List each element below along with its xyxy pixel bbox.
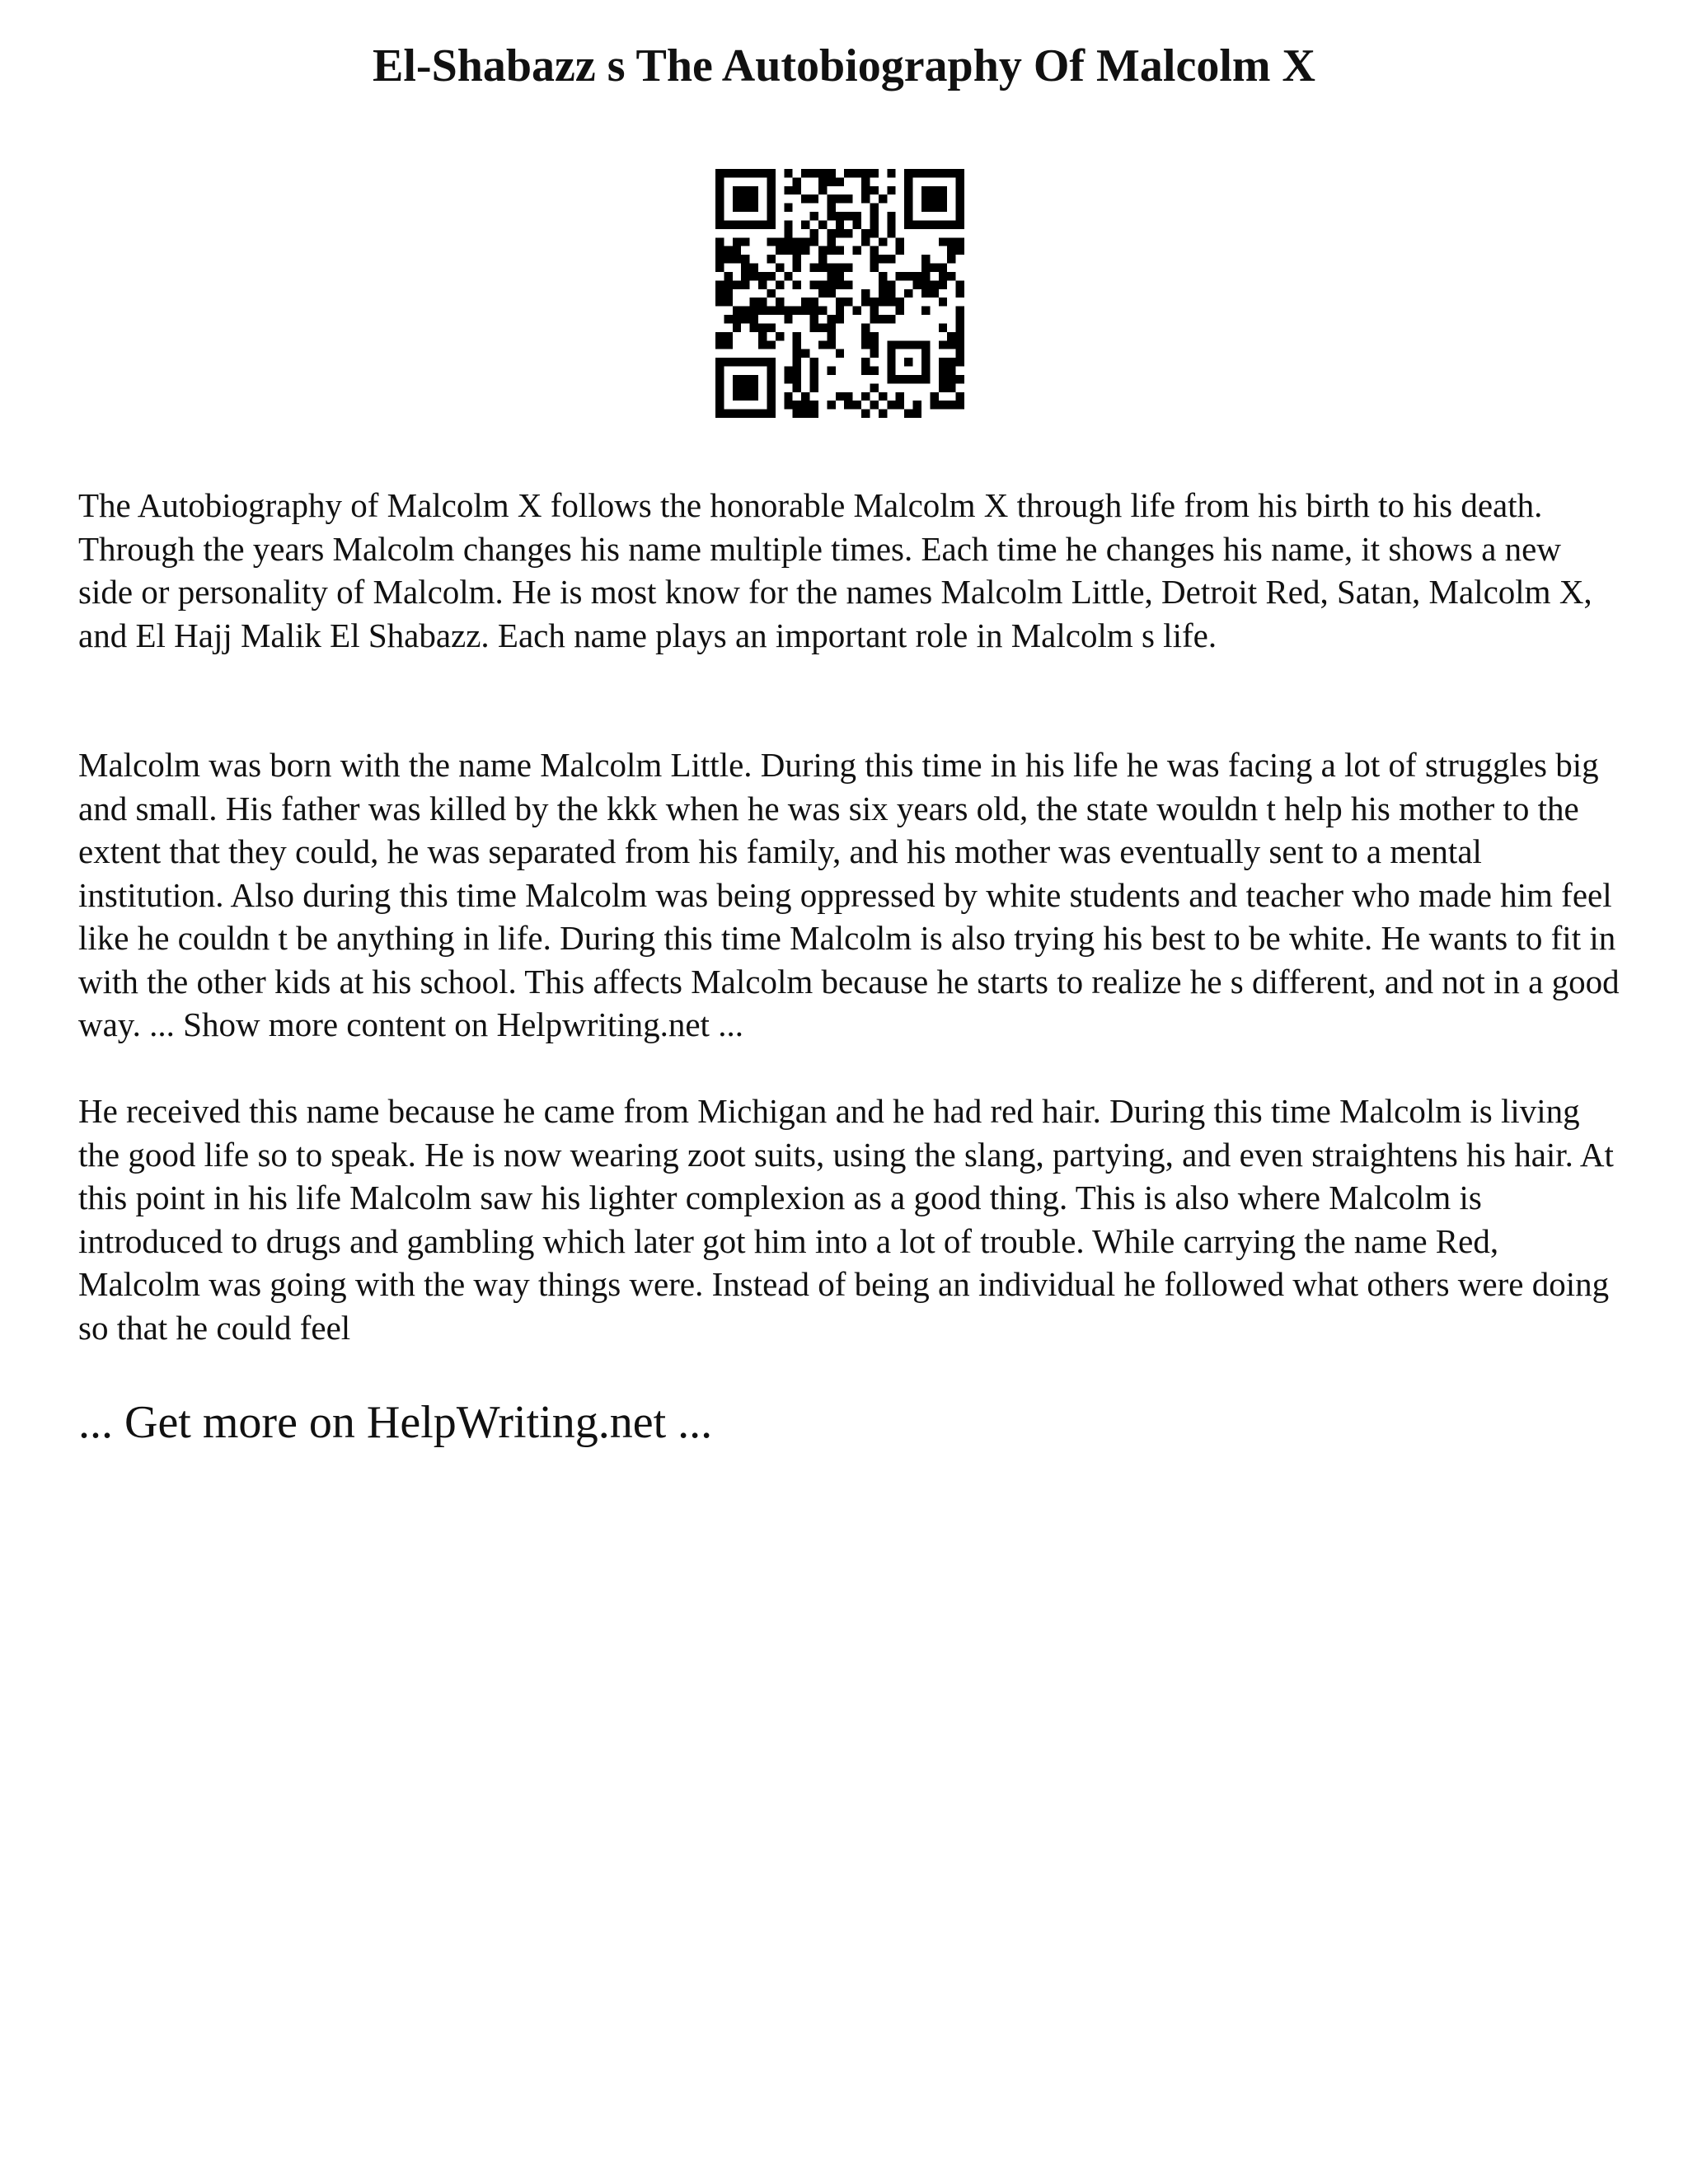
paragraph-intro: The Autobiography of Malcolm X follows the honorable Malcolm X through life from his birth to his death. Through the years Malcolm changes his name multiple times. Each time he changes his name, it shows a new side or personality of Malcolm. He is most know for the names Malcolm Little, Detroit Red, Satan, Malcolm X, and El Hajj Malik El Shabazz. Each name plays an important role in Malcolm s life. <box>78 486 1592 654</box>
get-more-link[interactable]: ... Get more on HelpWriting.net ... <box>78 1397 713 1448</box>
paragraph-detroit-red: He received this name because he came from Michigan and he had red hair. During this time Malcolm is living the good life so to speak. He is now wearing zoot suits, using the slang, partying, and even straightens his hair. At this point in his life Malcolm saw his lighter complexion as a good thing. This is also where Malcolm is introduced to drugs and gambling which later got him into a lot of trouble. While carrying the name Red, Malcolm was going with the way things were. Instead of being an individual he followed what others were doing so that he could feel <box>78 1092 1614 1347</box>
qr-code-icon <box>715 169 964 418</box>
paragraph-malcolm-little: Malcolm was born with the name Malcolm Little. During this time in his life he was facing a lot of struggles big and small. His father was killed by the kkk when he was six years old, the state wouldn t help his mother to the extent that they could, he was separated from his family, and his mother was eventually sent to a mental institution. Also during this time Malcolm was being oppressed by white students and teacher who made him feel like he couldn t be anything in life. During this time Malcolm is also trying his best to be white. He wants to fit in with the other kids at his school. This affects Malcolm because he starts to realize he s different, and not in a good way. ... Show more content on Helpwriting.net ... <box>78 746 1620 1043</box>
page-title: El-Shabazz s The Autobiography Of Malcolm X <box>373 40 1315 91</box>
